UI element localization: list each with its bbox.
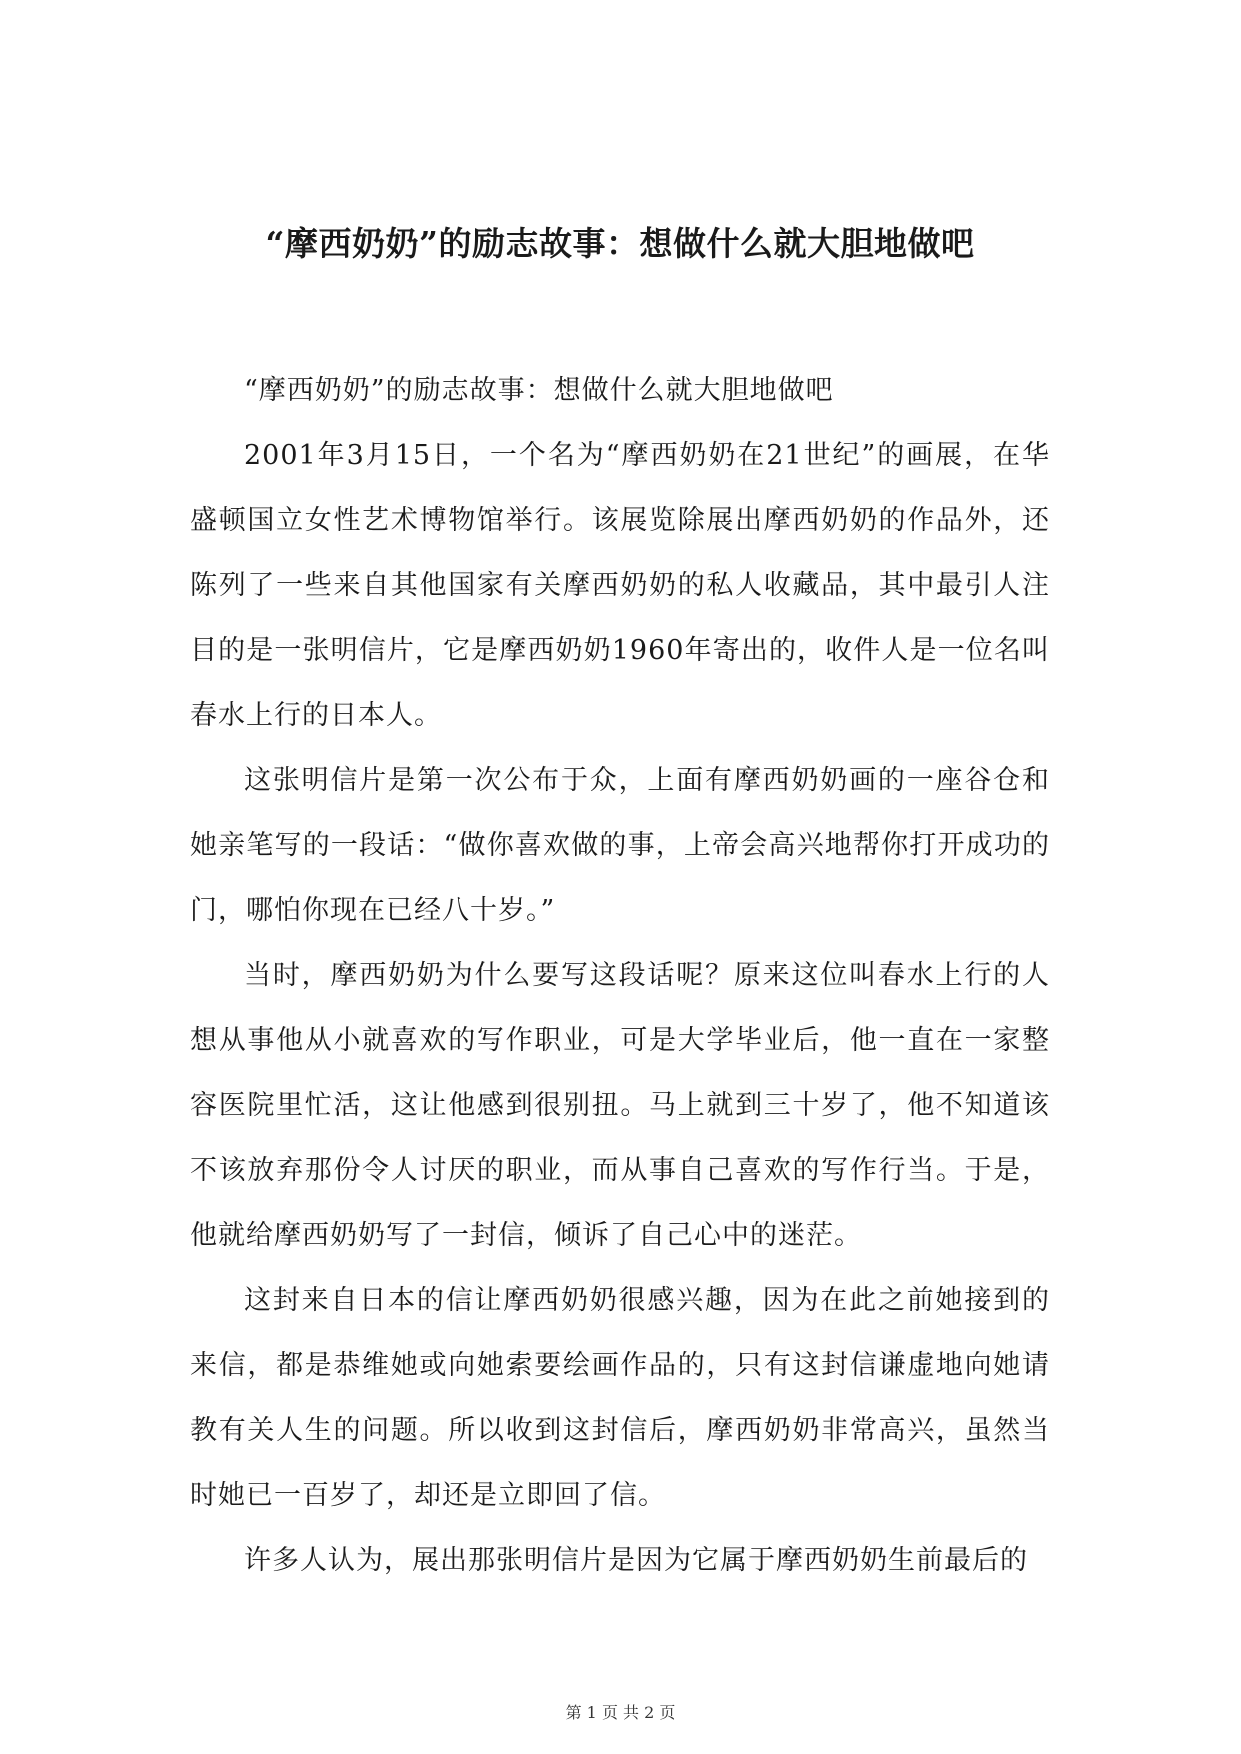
paragraph: 当时，摩西奶奶为什么要写这段话呢？原来这位叫春水上行的人想从事他从小就喜欢的写作职业，可是大学毕业后，他一直在一家整容医院里忙活，这让他感到很别扭。马上就到三十岁了，他不知道该不该放弃那份令人讨厌的职业，而从事自己喜欢的写作行当。于是，他就给摩西奶奶写了一封信，倾诉了自己心中的迷茫。 [190,960,1050,1251]
document-body [190,358,1050,1593]
document-title: “摩西奶奶”的励志故事：想做什么就大胆地做吧 [265,224,975,263]
page-footer: 第 1 页 共 2 页 [565,1703,676,1722]
paragraph: 2001年3月15日，一个名为“摩西奶奶在21世纪”的画展，在华盛顿国立女性艺术博物馆举行。该展览除展出摩西奶奶的作品外，还陈列了一些来自其他国家有关摩西奶奶的私人收藏品，其中最引人注目的是一张明信片，它是摩西奶奶1960年寄出的，收件人是一位名叫春水上行的日本人。 [190,440,1050,731]
paragraph: “摩西奶奶”的励志故事：想做什么就大胆地做吧 [244,375,834,406]
paragraph: 这张明信片是第一次公布于众，上面有摩西奶奶画的一座谷仓和她亲笔写的一段话：“做你喜欢做的事，上帝会高兴地帮你打开成功的门，哪怕你现在已经八十岁。” [190,765,1050,926]
paragraph: 许多人认为，展出那张明信片是因为它属于摩西奶奶生前最后的 [244,1545,1028,1576]
paragraph: 这封来自日本的信让摩西奶奶很感兴趣，因为在此之前她接到的来信，都是恭维她或向她索要绘画作品的，只有这封信谦虚地向她请教有关人生的问题。所以收到这封信后，摩西奶奶非常高兴，虽然当时她已一百岁了，却还是立即回了信。 [190,1285,1050,1511]
